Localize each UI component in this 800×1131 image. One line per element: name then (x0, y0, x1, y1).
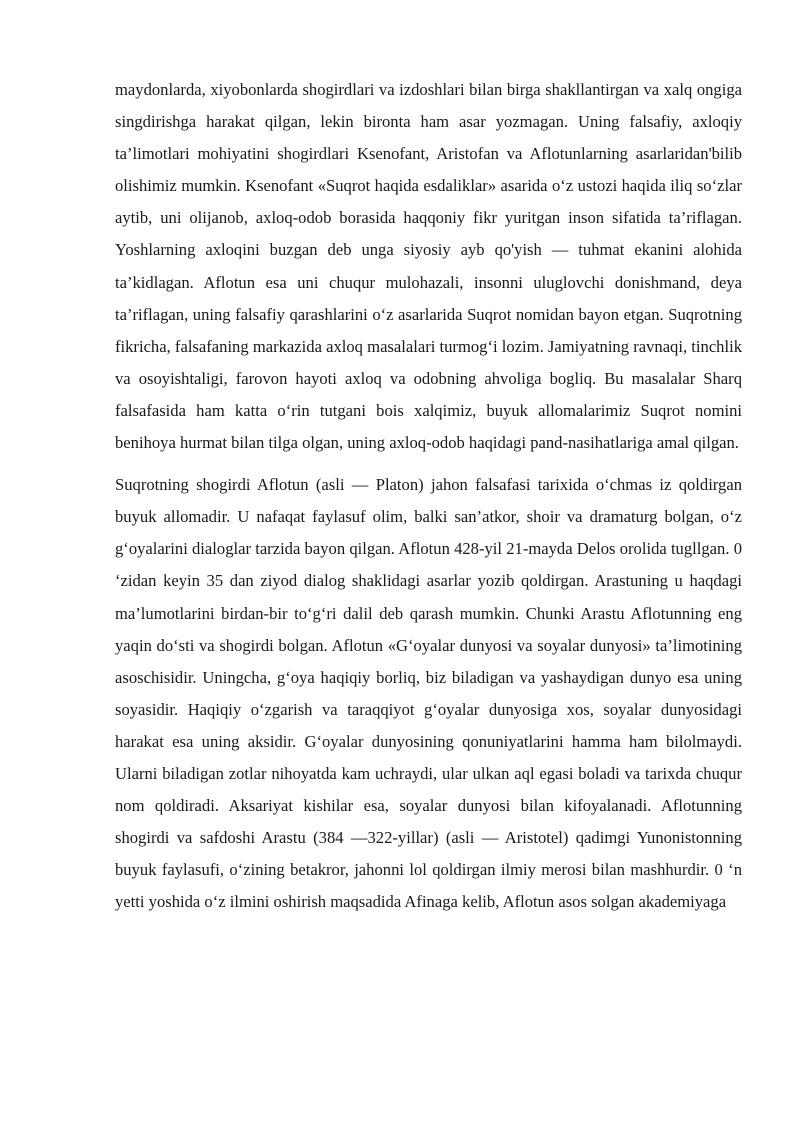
document-page (115, 74, 742, 918)
paragraph-socrates: maydonlarda, xiyobonlarda shogirdlari va izdoshlari bilan birga shakllantirgan va xalq ongiga singdirishga harakat qilgan, lekin bironta ham asar yozmagan. Uning falsafiy, axloqiy ta’limotlari mohiyatini shogirdlari Ksenofant, Aristofan va Aflotunlarning asarlaridan'bilib olishimiz mumkin. Ksenofant «Suqrot haqida esdaliklar» asarida o‘z ustozi haqida iliq so‘zlar aytib, uni olijanob, axloq-odob borasida haqqoniy fikr yuritgan inson sifatida ta’riflagan. Yoshlarning axloqini buzgan deb unga siyosiy ayb qo'yish — tuhmat ekanini alohida ta’kidlagan. Aflotun esa uni chuqur mulohazali, insonni uluglovchi donishmand, deya ta’riflagan, uning falsafiy qarashlarini o‘z asarlarida Suqrot nomidan bayon etgan. Suqrotning fikricha, falsafaning markazida axloq masalalari turmog‘i lozim. Jamiyatning ravnaqi, tinchlik va osoyishtaligi, farovon hayoti axloq va odobning ahvoliga bogliq. Bu masalalar Sharq falsafasida ham katta o‘rin tutgani bois xalqimiz, buyuk allomalarimiz Suqrot nomini benihoya hurmat bilan tilga olgan, uning axloq-odob haqidagi pand-nasihatlariga amal qilgan. (115, 80, 742, 453)
paragraph-plato-aristotle: Suqrotning shogirdi Aflotun (asli — Platon) jahon falsafasi tarixida o‘chmas iz qoldirgan buyuk allomadir. U nafaqat faylasuf olim, balki san’atkor, shoir va dramaturg bolgan, o‘z g‘oyalarini dialoglar tarzida bayon qilgan. Aflotun 428-yil 21-mayda Delos orolida tugllgan. 0 ‘zidan keyin 35 dan ziyod dialog shaklidagi asarlar yozib qoldirgan. Arastuning u haqdagi ma’lumotlarini birdan-bir to‘g‘ri dalil deb qarash mumkin. Chunki Arastu Aflotunning eng yaqin do‘sti va shogirdi bolgan. Aflotun «G‘oyalar dunyosi va soyalar dunyosi» ta’limotining asoschisidir. Uningcha, g‘oya haqiqiy borliq, biz biladigan va yashaydigan dunyo esa uning soyasidir. Haqiqiy o‘zgarish va taraqqiyot g‘oyalar dunyosiga xos, soyalar dunyosidagi harakat esa uning aksidir. G‘oyalar dunyosining qonuniyatlarini hamma ham bilolmaydi. Ularni biladigan zotlar nihoyatda kam uchraydi, ular ulkan aql egasi boladi va tarixda chuqur nom qoldiradi. Aksariyat kishilar esa, soyalar dunyosi bilan kifoyalanadi. Aflotunning shogirdi va safdoshi Arastu (384 —322-yillar) (asli — Aristotel) qadimgi Yunonistonning buyuk faylasufi, o‘zining betakror, jahonni lol qoldirgan ilmiy merosi bilan mashhurdir. 0 ‘n yetti yoshida o‘z ilmini oshirish maqsadida Afinaga kelib, Aflotun asos solgan akademiyaga (115, 475, 742, 912)
